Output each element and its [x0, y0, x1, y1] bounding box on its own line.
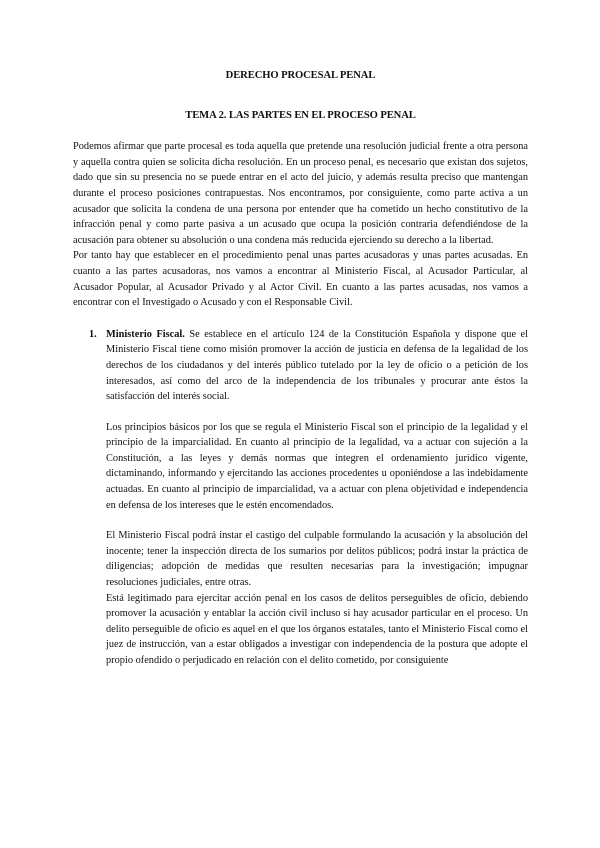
list-item-paragraph	[106, 327, 528, 405]
list-item-heading: Ministerio Fiscal.	[106, 328, 185, 340]
parties-list	[73, 327, 528, 669]
functions-paragraph: El Ministerio Fiscal podrá instar el castigo del culpable formulando la acusación y la absolución del inocente; tener la inspección directa de los sumarios por delitos públicos; podrá instar la práctica de diligencias; adopción de medidas que resulten necesarias para la investigación; impugnar resoluciones judiciales, entre otras.	[106, 530, 528, 589]
legitimation-paragraph: Está legitimado para ejercitar acción penal en los casos de delitos perseguibles de oficio, debiendo promover la acusación y entablar la acción civil incluso si hay acusador particular en el proceso. Un delito perseguible de oficio es aquel en el que los órganos estatales, tanto el Ministerio Fiscal como el juez de instrucción, van a estar obligados a investigar con independencia de la postura que adopte el propio ofendido o perjudicado en relación con el delito cometido, por consiguiente	[106, 592, 528, 666]
principles-paragraph: Los principios básicos por los que se regula el Ministerio Fiscal son el principio de la legalidad y el principio de la imparcialidad. En cuanto al principio de la legalidad, va a actuar con sujeción a la Constitución, a las leyes y demás normas que integren el ordenamiento jurídico vigente, dictaminando, informando y ejercitando las acciones procedentes u oponiéndose a las indebidamente actuadas. En cuanto al principio de imparcialidad, va a actuar con plena objetividad e independencia en defensa de los intereses que le estén encomendados.	[106, 421, 528, 511]
document-title: DERECHO PROCESAL PENAL	[225, 70, 376, 81]
list-item-text: Se establece en el artículo 124 de la Constitución Española y dispone que el Ministerio Fiscal tiene como misión promover la acción de justicia en defensa de la legalidad de los derechos de los ciudadanos y del interés público tutelado por la ley de oficio o a petición de los interesados, así como del arco de la independencia de los tribunales y procurar ante éstos la satisfacción del interés social.	[106, 328, 528, 403]
list-item	[73, 327, 528, 669]
intro-paragraph-1: Podemos afirmar que parte procesal es toda aquella que pretende una resolución judicial frente a otra persona y aquella contra quien se solicita dicha resolución. En un proceso penal, es necesario que existan dos sujetos, dado que sin su presencia no se puede entrar en el acto del juicio, y además resulta preciso que mantengan durante el proceso posiciones contrapuestas. Nos encontramos, por consiguiente, como parte activa a un acusador que solicita la condena de una persona por entender que ha cometido un hecho constitutivo de la infracción penal y como parte pasiva a un acusado que ocupa la posición contraria defendiéndose de la acusación para obtener su absolución o una condena más reducida ejerciendo su derecho a la libertad.	[73, 141, 528, 246]
document-subtitle: TEMA 2. LAS PARTES EN EL PROCESO PENAL	[185, 109, 416, 121]
list-item-number: 1.	[89, 328, 97, 340]
intro-paragraph-2: Por tanto hay que establecer en el procedimiento penal unas partes acusadoras y unas partes acusadas. En cuanto a las partes acusadoras, nos vamos a encontrar al Ministerio Fiscal, al Acusador Particular, al Acusador Popular, al Acusador Privado y al Actor Civil. En cuanto a las partes acusadas, nos vamos a encontrar con el Investigado o Acusado y con el Responsable Civil.	[73, 250, 528, 309]
